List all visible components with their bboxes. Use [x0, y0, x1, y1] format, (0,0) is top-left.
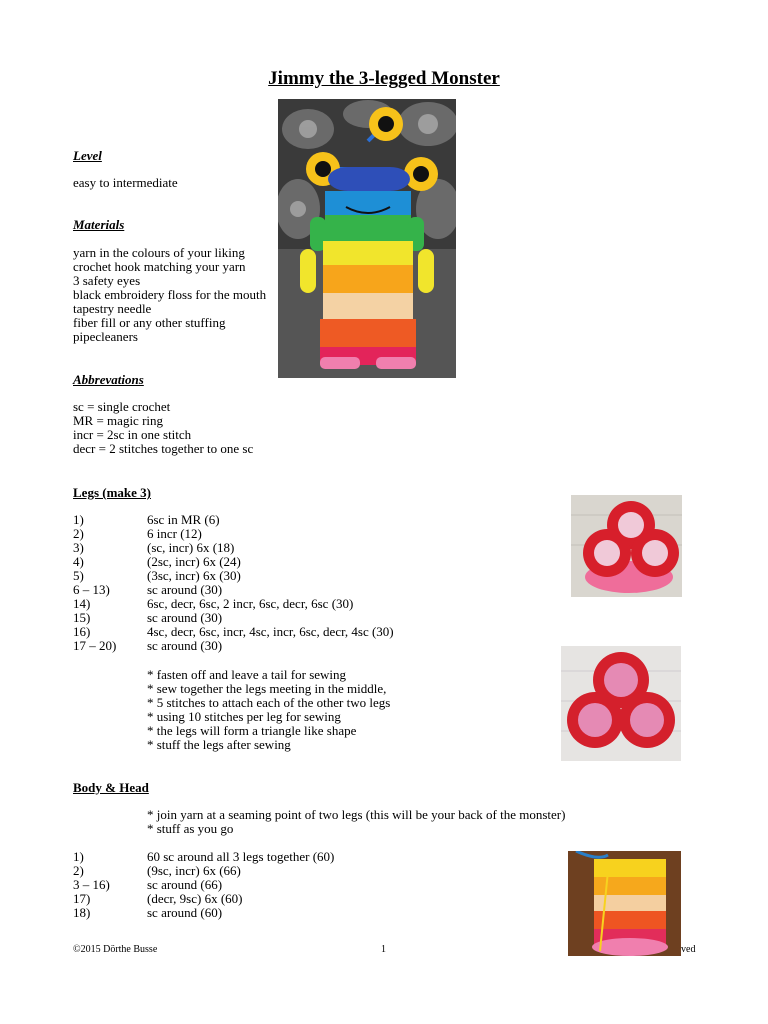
list-item: 3 safety eyes — [73, 273, 141, 288]
note-line: * fasten off and leave a tail for sewing — [147, 667, 347, 682]
level-heading: Level — [73, 148, 102, 163]
list-item: decr = 2 stitches together to one sc — [73, 441, 254, 456]
abbreviations-heading: Abbrevations — [73, 372, 144, 387]
row-number: 3) — [73, 540, 84, 555]
note-line: * stuff the legs after sewing — [147, 737, 291, 752]
page-number: 1 — [381, 944, 386, 955]
abbreviations-list — [73, 400, 253, 456]
row-instruction: sc around (30) — [147, 582, 223, 597]
legs-heading: Legs (make 3) — [73, 485, 151, 500]
materials-heading: Materials — [73, 217, 125, 232]
row-number: 2) — [73, 863, 84, 878]
row-instruction: (sc, incr) 6x (18) — [147, 540, 235, 555]
monster-photo — [278, 99, 456, 378]
legs-photo-top — [571, 495, 682, 597]
level-text: easy to intermediate — [73, 175, 178, 190]
list-item: MR = magic ring — [73, 413, 164, 428]
row-number: 15) — [73, 610, 91, 625]
row-instruction: (3sc, incr) 6x (30) — [147, 568, 241, 583]
row-number: 18) — [73, 905, 91, 920]
list-item: tapestry needle — [73, 301, 152, 316]
list-item: fiber fill or any other stuffing — [73, 315, 226, 330]
row-instruction: 60 sc around all 3 legs together (60) — [147, 849, 335, 864]
list-item: sc = single crochet — [73, 399, 171, 414]
row-number: 4) — [73, 554, 84, 569]
list-item: incr = 2sc in one stitch — [73, 427, 192, 442]
materials-list — [73, 246, 266, 344]
footer-rights: ved — [681, 944, 696, 955]
row-instruction: sc around (30) — [147, 610, 223, 625]
row-number: 14) — [73, 596, 91, 611]
note-line: * join yarn at a seaming point of two legs (this will be your back of the monster) — [147, 807, 566, 822]
row-number: 5) — [73, 568, 84, 583]
row-instruction: sc around (30) — [147, 638, 223, 653]
note-line: * the legs will form a triangle like shape — [147, 723, 357, 738]
page-title: Jimmy the 3-legged Monster — [268, 68, 500, 89]
row-instruction: 6sc in MR (6) — [147, 512, 220, 527]
row-instruction: (9sc, incr) 6x (66) — [147, 863, 241, 878]
row-instruction: (decr, 9sc) 6x (60) — [147, 891, 243, 906]
list-item: black embroidery floss for the mouth — [73, 287, 267, 302]
list-item: crochet hook matching your yarn — [73, 259, 246, 274]
row-number: 16) — [73, 624, 91, 639]
note-line: * 5 stitches to attach each of the other two legs — [147, 695, 391, 710]
row-instruction: sc around (66) — [147, 877, 223, 892]
row-number: 1) — [73, 849, 84, 864]
note-line: * sew together the legs meeting in the middle, — [147, 681, 387, 696]
list-item: pipecleaners — [73, 329, 138, 344]
row-number: 17) — [73, 891, 91, 906]
row-number: 3 – 16) — [73, 877, 110, 892]
body-heading: Body & Head — [73, 780, 149, 795]
note-line: * stuff as you go — [147, 821, 234, 836]
row-instruction: (2sc, incr) 6x (24) — [147, 554, 241, 569]
body-photo — [568, 851, 681, 956]
row-number: 17 – 20) — [73, 638, 117, 653]
row-instruction: 6sc, decr, 6sc, 2 incr, 6sc, decr, 6sc (30) — [147, 596, 354, 611]
footer-copyright: ©2015 Dörthe Busse — [73, 944, 158, 955]
row-number: 1) — [73, 512, 84, 527]
row-instruction: sc around (60) — [147, 905, 223, 920]
list-item: yarn in the colours of your liking — [73, 245, 245, 260]
note-line: * using 10 stitches per leg for sewing — [147, 709, 341, 724]
row-instruction: 4sc, decr, 6sc, incr, 4sc, incr, 6sc, decr, 4sc (30) — [147, 624, 394, 639]
row-number: 2) — [73, 526, 84, 541]
row-instruction: 6 incr (12) — [147, 526, 202, 541]
row-number: 6 – 13) — [73, 582, 110, 597]
legs-photo-sewn — [561, 646, 681, 761]
